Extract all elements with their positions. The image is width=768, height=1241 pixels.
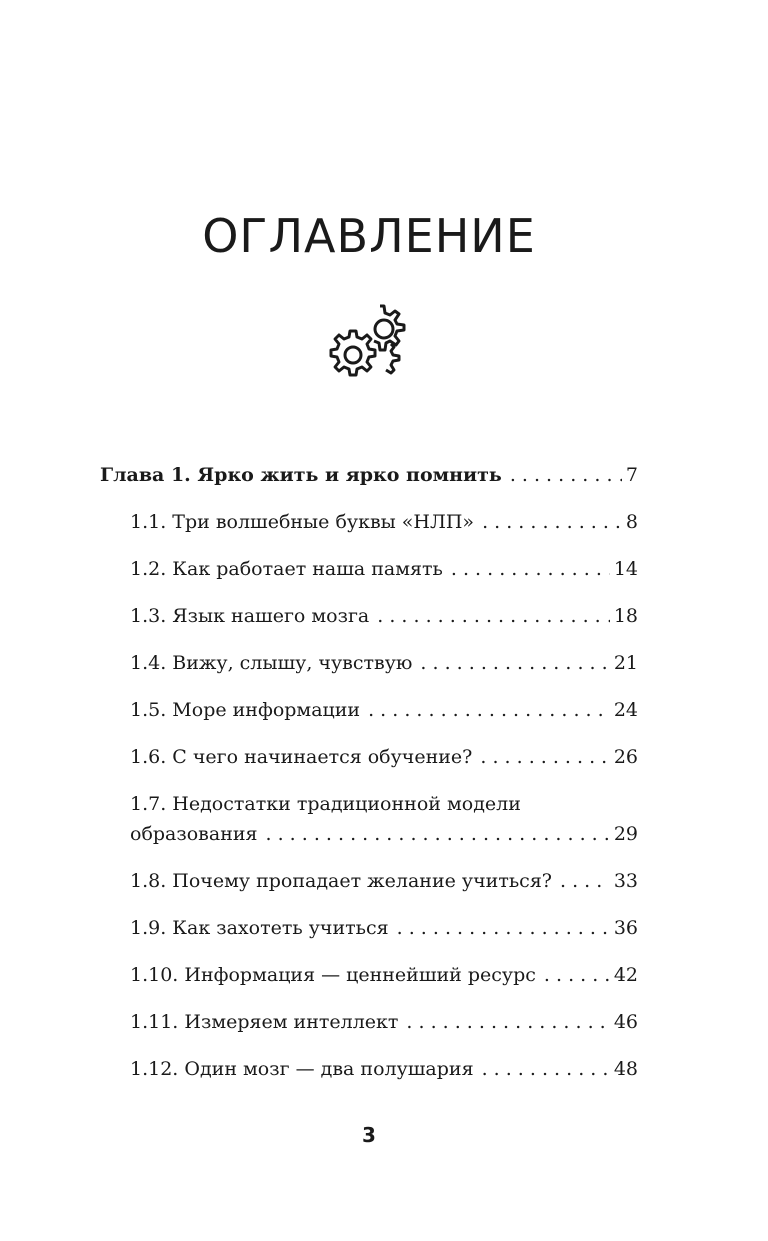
toc-leader-dots <box>480 742 609 772</box>
toc-entry-page: 18 <box>613 605 638 627</box>
toc-entry-label: 1.9. Как захотеть учиться <box>130 917 389 939</box>
toc-entry-label: 1.7. Недостатки традиционной модели <box>130 793 521 815</box>
toc-entry-label: 1.8. Почему пропадает желание учиться? <box>130 870 552 892</box>
toc-leader-dots <box>266 819 610 849</box>
toc-entry-page: 42 <box>613 964 638 986</box>
toc-entry-label: 1.12. Один мозг — два полушария <box>130 1058 474 1080</box>
toc-leader-dots <box>451 554 610 584</box>
toc-entry-label: 1.11. Измеряем интеллект <box>130 1011 399 1033</box>
toc-leader-dots <box>397 913 610 943</box>
toc-entry-page: 46 <box>613 1011 638 1033</box>
table-of-contents <box>100 460 638 1101</box>
toc-entry-page: 24 <box>613 699 638 721</box>
toc-leader-dots <box>368 695 610 725</box>
toc-entry[interactable] <box>130 648 638 678</box>
toc-leader-dots <box>377 601 610 631</box>
toc-entry-label: 1.6. С чего начинается обучение? <box>130 746 473 768</box>
toc-entry-label: 1.3. Язык нашего мозга <box>130 605 370 627</box>
toc-leader-dots <box>560 866 610 896</box>
toc-entry[interactable] <box>130 913 638 943</box>
toc-entry-page: 26 <box>613 746 638 768</box>
toc-entry[interactable] <box>130 960 638 990</box>
toc-entry[interactable] <box>130 1007 638 1037</box>
toc-entry[interactable] <box>130 554 638 584</box>
page-number: 3 <box>362 1123 376 1147</box>
toc-entry[interactable] <box>130 1054 638 1084</box>
toc-entry-label: 1.10. Информация — ценнейший ресурс <box>130 964 536 986</box>
toc-entry-page: 7 <box>625 464 638 486</box>
toc-entry-page: 21 <box>613 652 638 674</box>
toc-leader-dots <box>420 648 609 678</box>
toc-leader-dots <box>482 1054 610 1084</box>
toc-entry-label: 1.1. Три волшебные буквы «НЛП» <box>130 511 475 533</box>
toc-leader-dots <box>510 460 622 490</box>
toc-entry[interactable] <box>130 742 638 772</box>
toc-entry[interactable] <box>130 866 638 896</box>
toc-leader-dots <box>406 1007 609 1037</box>
toc-entry-page: 8 <box>625 511 638 533</box>
toc-entry-label: 1.5. Море информации <box>130 699 361 721</box>
toc-entry[interactable] <box>130 507 638 537</box>
toc-entry-page: 36 <box>613 917 638 939</box>
page-title: ОГЛАВЛЕНИЕ <box>202 208 536 263</box>
toc-entry-page: 29 <box>613 823 638 845</box>
toc-entry[interactable] <box>130 695 638 725</box>
toc-entry-label: 1.4. Вижу, слышу, чувствую <box>130 652 413 674</box>
toc-chapter-1[interactable] <box>100 460 638 490</box>
toc-entry-label: 1.2. Как работает наша память <box>130 558 443 580</box>
toc-leader-dots <box>544 960 610 990</box>
toc-entry[interactable] <box>130 601 638 631</box>
toc-entry-page: 14 <box>613 558 638 580</box>
toc-entry-label: Глава 1. Ярко жить и ярко помнить <box>100 464 502 486</box>
toc-entry-page: 33 <box>613 870 638 892</box>
toc-entry-page: 48 <box>613 1058 638 1080</box>
toc-leader-dots <box>482 507 622 537</box>
toc-entry[interactable] <box>130 789 638 849</box>
gears-icon <box>328 300 410 382</box>
toc-entry-label-continued: образования <box>130 823 258 845</box>
